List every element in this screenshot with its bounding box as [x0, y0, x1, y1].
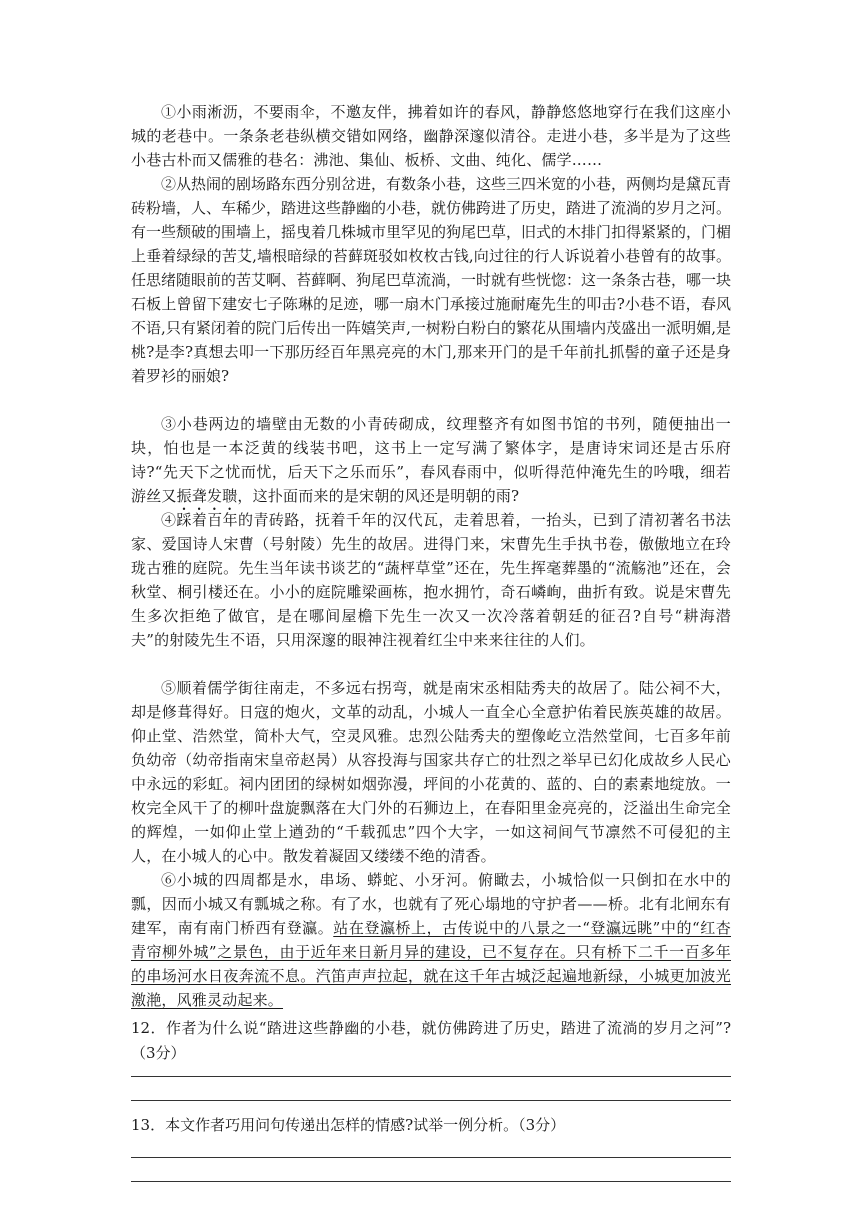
answer-line-13b[interactable] [131, 1181, 731, 1182]
question-13: 13．本文作者巧用问句传递出怎样的情感?试举一例分析。（3分） [131, 1116, 566, 1134]
question-12: 12．作者为什么说“踏进这些静幽的小巷，就仿佛跨进了历史，踏进了流淌的岁月之河”?（3分） [131, 1019, 731, 1062]
paragraph-3-text-end: ，这扑面而来的是宋朝的风还是明朝的雨? [237, 487, 520, 505]
underlined-sentence: 站在登瀛桥上，古传说中的八景之一“登瀛远眺”中的“红杏青帘柳外城”之景色，由于近年来日新月异的建设，已不复存在。只有桥下二千一百多年的串场河水日夜奔流不息。汽笛声声拉起，就在这千年古城泛起遍地新绿，小城更加波光激滟，风雅灵动起来。 [131, 919, 731, 1009]
passage-paragraph-3 [131, 412, 731, 508]
passage-paragraph-1: ①小雨淅沥，不要雨伞，不邀友伴，拂着如许的春风，静静悠悠地穿行在我们这座小城的老巷中。一条条老巷纵横交错如网络，幽静深邃似清谷。走进小巷，多半是为了这些小巷古朴而又儒雅的巷名：沸池、集仙、板桥、文曲、纯化、儒学…… [131, 103, 731, 169]
passage-paragraph-5: ⑤顺着儒学街往南走，不多远右拐弯，就是南宋丞相陆秀夫的故居了。陆公祠不大，却是修葺得好。日寇的炮火，文革的动乱，小城人一直全心全意护佑着民族英雄的故居。仰止堂、浩然堂，简朴大气，空灵风雅。忠烈公陆秀夫的塑像屹立浩然堂间，七百多年前负幼帝（幼帝指南宋皇帝赵昺）从容投海与国家共存亡的壮烈之举早已幻化成故乡人民心中永远的彩虹。祠内团团的绿树如烟弥漫，坪间的小花黄的、蓝的、白的素素地绽放。一枚完全风干了的柳叶盘旋飘落在大门外的石狮边上，在春阳里金亮亮的，泛溢出生命完全的辉煌，一如仰止堂上遒劲的“千载孤忠”四个大字，一如这祠间气节凛然不可侵犯的主人，在小城人的心中。散发着凝固又缕缕不绝的清香。 [131, 679, 731, 865]
exam-page [131, 100, 731, 1182]
passage-paragraph-2: ②从热闹的剧场路东西分别岔进，有数条小巷，这些三四米宽的小巷，两侧均是黛瓦青砖粉墙，人、车稀少，踏进这些静幽的小巷，就仿佛跨进了历史，踏进了流淌的岁月之河。有一些颓破的围墙上，摇曳着几株城市里罕见的狗尾巴草，旧式的木排门扣得紧紧的，门楣上垂着绿绿的苦艾,墙根暗绿的苔藓斑驳如枚枚古钱,向过往的行人诉说着小巷曾有的故事。任思绪随眼前的苦艾啊、苔藓啊、狗尾巴草流淌，一时就有些恍惚：这一条条古巷，哪一块石板上曾留下建安七子陈琳的足迹，哪一扇木门承接过施耐庵先生的叩击?小巷不语，春风不语,只有紧闭着的院门后传出一阵嬉笑声,一树粉白粉白的繁花从围墙内茂盛出一派明媚,是桃?是李?真想去叩一下那历经百年黑亮亮的木门,那来开门的是千年前扎抓髻的童子还是身着罗衫的丽娘? [131, 175, 732, 385]
paragraph-6-text-start: ⑥小城的四周都是水，串场、蟒蛇、小牙河。俯瞰去，小城恰似一只倒扣在水中的瓢，因而小城又有瓢城之称。有了水，也就有了死心塌地的守护者——桥。北有北闸东有建军，南有南门桥西有登瀛。 [131, 871, 731, 937]
passage-paragraph-4: ④踩着百年的青砖路，抚着千年的汉代瓦，走着思着，一抬头，已到了清初著名书法家、爱国诗人宋曹（号射陵）先生的故居。进得门来，宋曹先生手执书卷，傲傲地立在玲珑古雅的庭院。先生当年读书谈艺的“蔬枰草堂”还在，先生挥毫葬墨的“流觞池”还在，会秋堂、桐引楼还在。小小的庭院雕梁画栋，抱水拥竹，奇石嶙峋，曲折有致。说是宋曹先生多次拒绝了做官，是在哪间屋檐下先生一次又一次冷落着朝廷的征召?自号“耕海潜夫”的射陵先生不语，只用深邃的眼神注视着红尘中来来往往的人们。 [131, 511, 731, 649]
passage-paragraph-6 [131, 868, 731, 1012]
paragraph-3-text-start: ③小巷两边的墙壁由无数的小青砖砌成，纹理整齐有如图书馆的书列，随便抽出一块，怕也是一本泛黄的线装书吧，这书上一定写满了繁体字，是唐诗宋词还是古乐府诗?“先天下之忧而忧，后天下之乐而乐”，春风春雨中，似听得范仲淹先生的吟哦，细若游丝又 [131, 415, 731, 505]
emphasized-phrase: 振聋发聩 [176, 487, 238, 505]
